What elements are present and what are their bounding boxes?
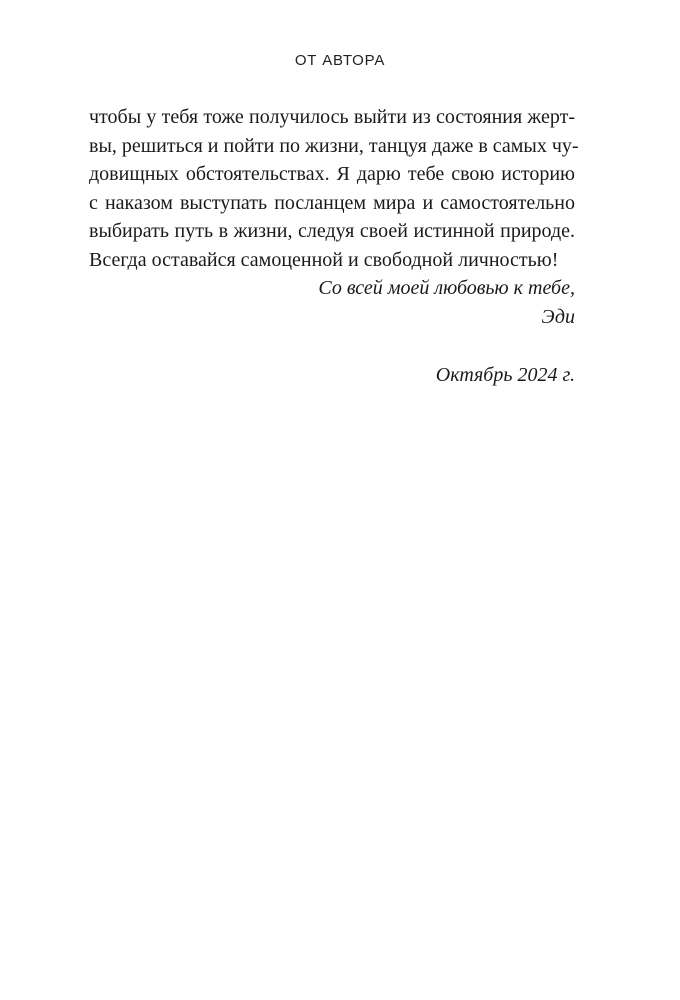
signature-closing: Со всей моей любовью к тебе, [318, 277, 575, 299]
body-line-3: довищных обстоятельствах. Я дарю тебе свою историю [89, 163, 575, 185]
body-line-4: с наказом выступать посланцем мира и самостоятельно [89, 191, 575, 214]
body-line-5: выбирать путь в жизни, следуя своей истинной природе. [89, 220, 575, 242]
letter-body [89, 103, 579, 331]
body-line-6: Всегда оставайся самоценной и свободной личностью! [89, 248, 559, 271]
running-head-title: ОТ АВТОРА [294, 52, 386, 69]
letter-date: Октябрь 2024 г. [435, 364, 575, 386]
body-line-1: чтобы у тебя тоже получилось выйти из состояния жерт- [89, 106, 575, 128]
body-line-2: вы, решиться и пойти по жизни, танцуя даже в самых чу- [89, 134, 579, 157]
signature-name: Эди [541, 305, 575, 328]
